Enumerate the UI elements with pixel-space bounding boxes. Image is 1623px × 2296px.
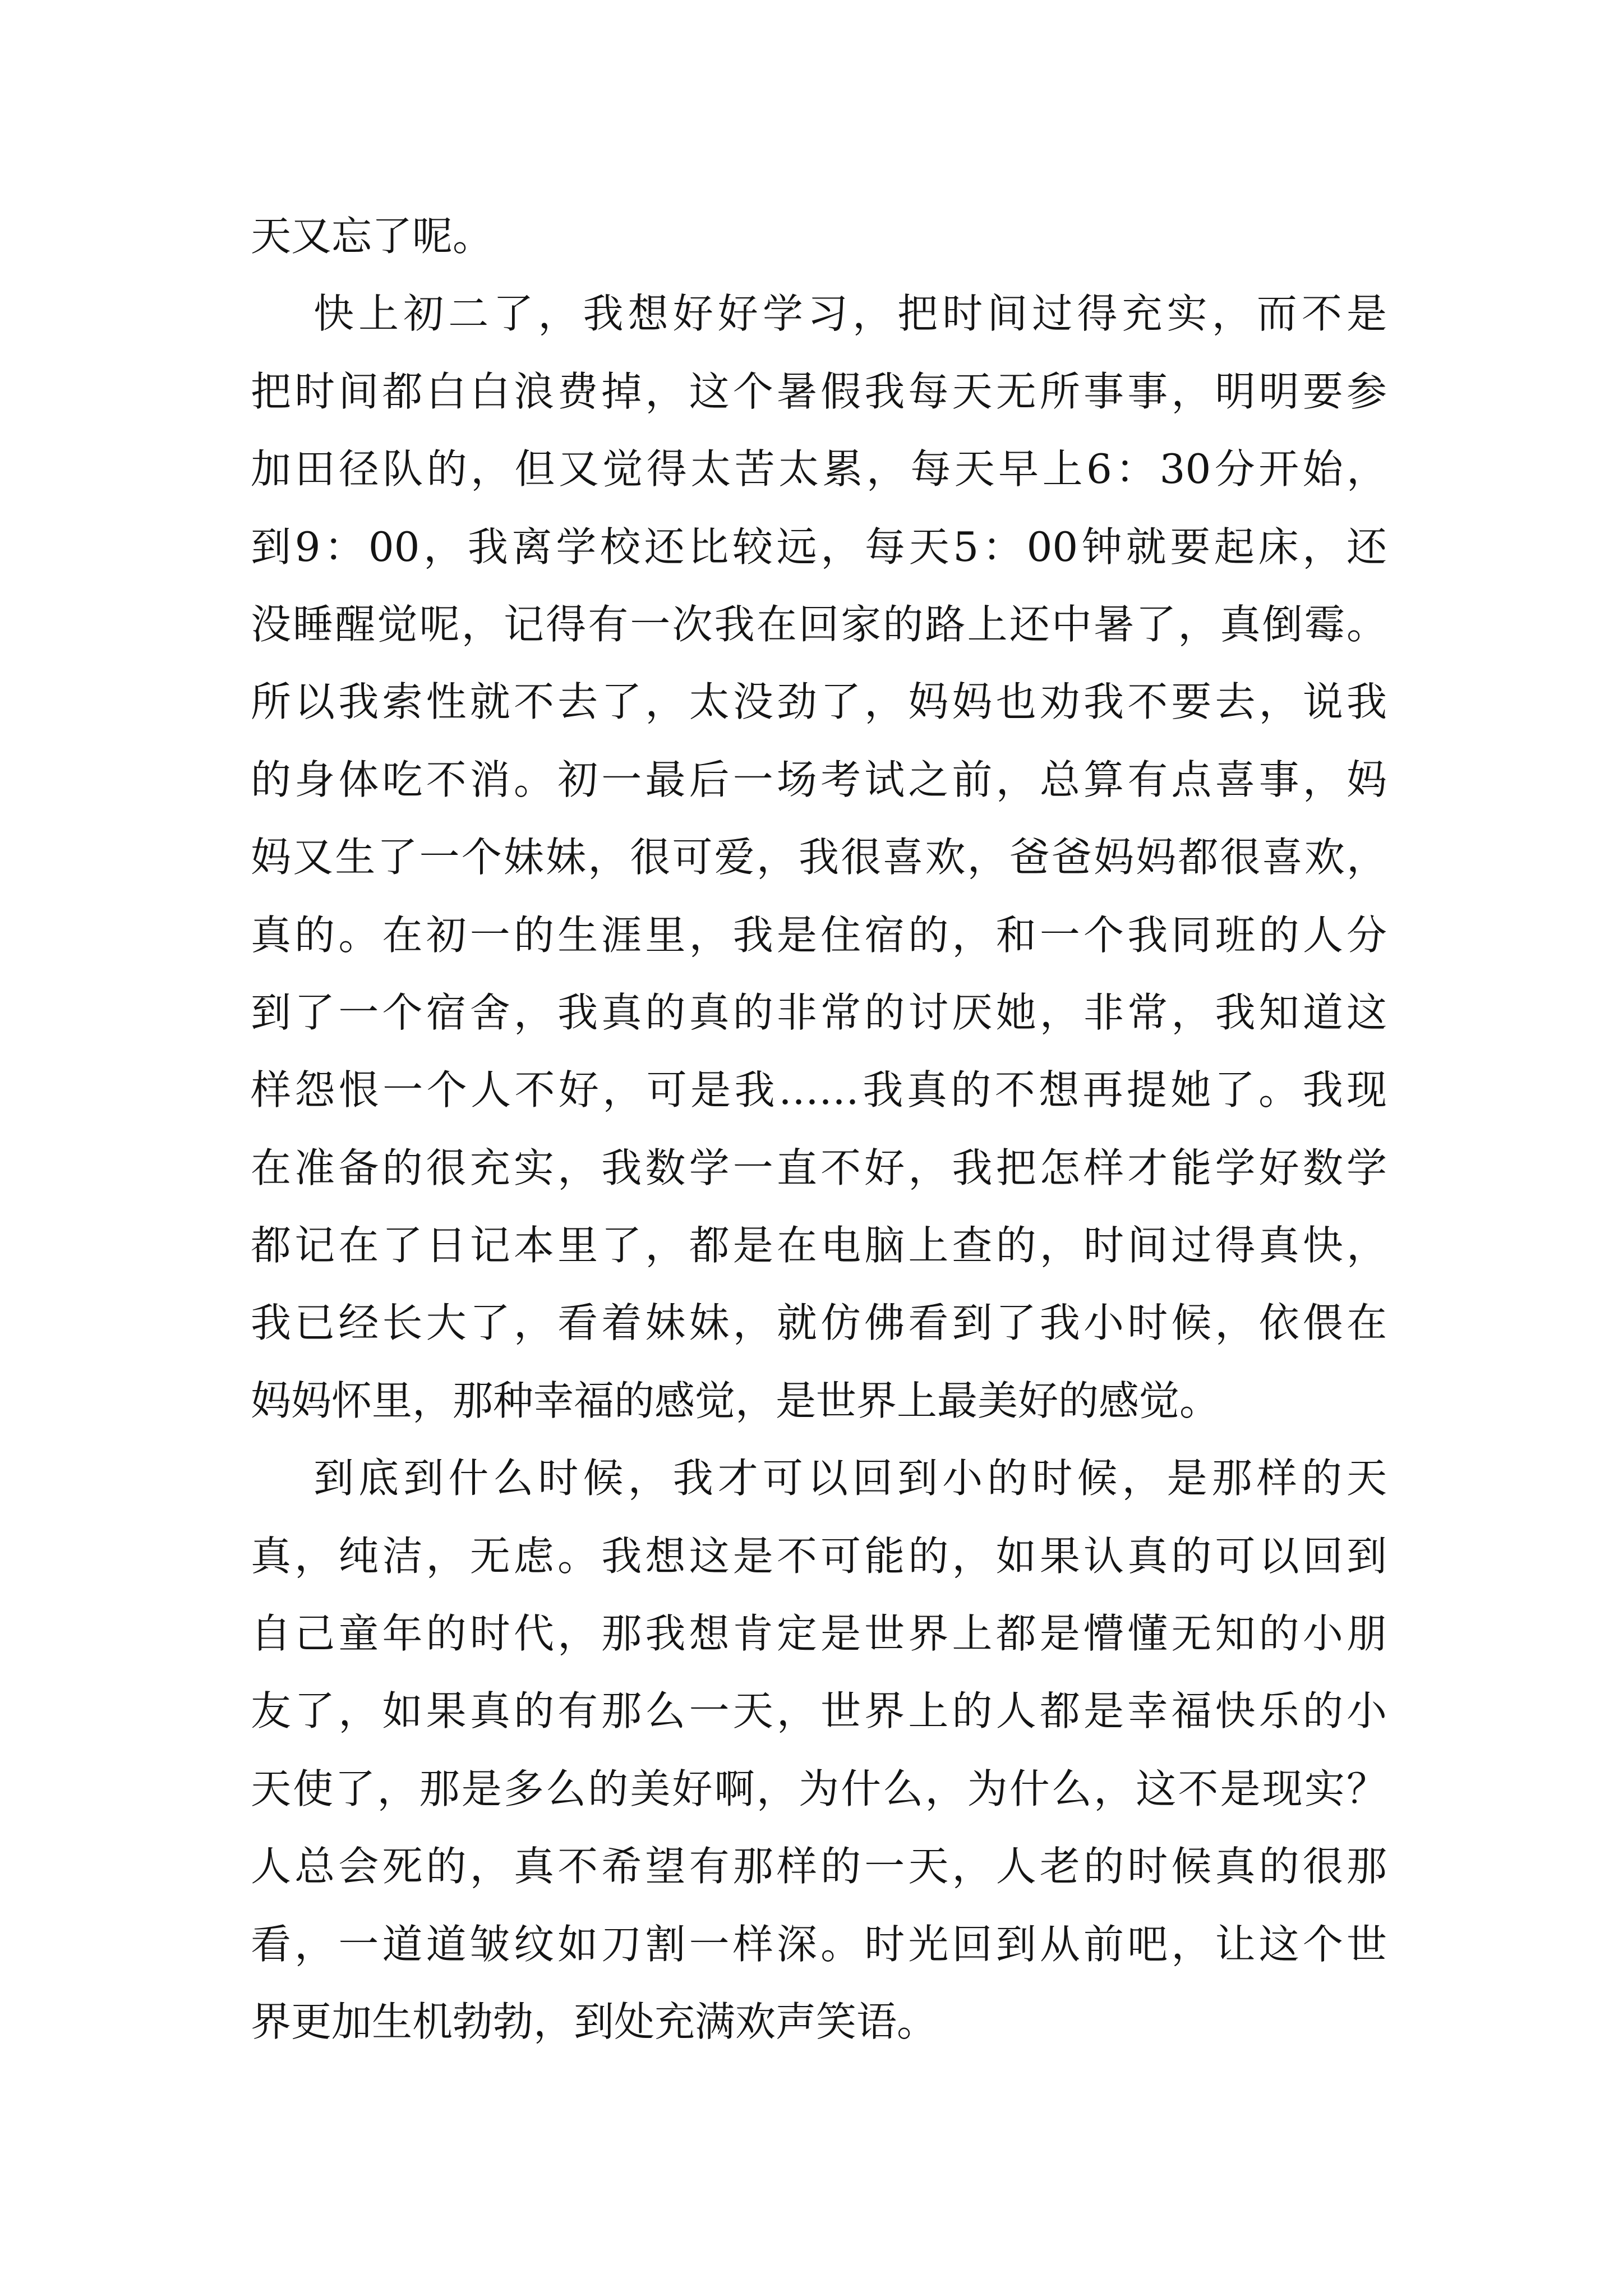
text-line: 天使了，那是多么的美好啊，为什么，为什么，这不是现实？ — [251, 1765, 1387, 1812]
text-line: 快上初二了，我想好好学习，把时间过得充实，而不是 — [313, 290, 1387, 338]
text-line: 界更加生机勃勃，到处充满欢声笑语。 — [251, 1998, 938, 2045]
text-line: 到9：00，我离学校还比较远，每天5：00钟就要起床，还 — [251, 523, 1387, 570]
text-line: 人总会死的，真不希望有那样的一天，人老的时候真的很那 — [251, 1843, 1387, 1890]
text-line: 都记在了日记本里了，都是在电脑上查的，时间过得真快， — [251, 1222, 1387, 1269]
text-line: 天又忘了呢。 — [251, 213, 494, 260]
text-line: 我已经长大了，看着妹妹，就仿佛看到了我小时候，依偎在 — [251, 1299, 1387, 1347]
text-line: 的身体吃不消。初一最后一场考试之前，总算有点喜事，妈 — [251, 756, 1387, 803]
text-line: 真，纯洁，无虑。我想这是不可能的，如果认真的可以回到 — [251, 1532, 1387, 1580]
text-line: 看，一道道皱纹如刀割一样深。时光回到从前吧，让这个世 — [251, 1920, 1387, 1968]
body-text — [251, 197, 1387, 2060]
paragraph — [251, 275, 1387, 1439]
text-line: 在准备的很充实，我数学一直不好，我把怎样才能学好数学 — [251, 1144, 1387, 1191]
paragraph-continuation — [251, 197, 1387, 275]
text-line: 加田径队的，但又觉得太苦太累，每天早上6：30分开始， — [251, 445, 1387, 493]
text-line: 自己童年的时代，那我想肯定是世界上都是懵懂无知的小朋 — [251, 1610, 1387, 1658]
text-line: 到了一个宿舍，我真的真的非常的讨厌她，非常，我知道这 — [251, 988, 1387, 1036]
text-line: 妈妈怀里，那种幸福的感觉，是世界上最美好的感觉。 — [251, 1377, 1220, 1424]
text-line: 样怨恨一个人不好，可是我……我真的不想再提她了。我现 — [251, 1066, 1387, 1114]
text-line: 妈又生了一个妹妹，很可爱，我很喜欢，爸爸妈妈都很喜欢， — [251, 834, 1387, 881]
paragraph — [251, 1439, 1387, 2060]
text-line: 真的。在初一的生涯里，我是住宿的，和一个我同班的人分 — [251, 911, 1387, 959]
text-line: 友了，如果真的有那么一天，世界上的人都是幸福快乐的小 — [251, 1687, 1387, 1735]
text-line: 把时间都白白浪费掉，这个暑假我每天无所事事，明明要参 — [251, 367, 1387, 415]
text-line: 没睡醒觉呢，记得有一次我在回家的路上还中暑了，真倒霉。 — [251, 600, 1387, 648]
text-line: 所以我索性就不去了，太没劲了，妈妈也劝我不要去，说我 — [251, 678, 1387, 726]
text-line: 到底到什么时候，我才可以回到小的时候，是那样的天 — [313, 1455, 1387, 1502]
